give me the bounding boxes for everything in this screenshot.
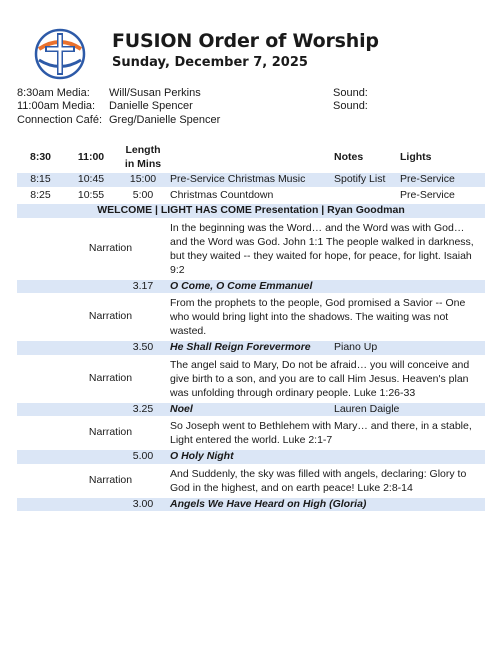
narration-text: From the prophets to the people, God promised a Savior -- One who would bring light into the shadows. The waiting was not wasted. xyxy=(170,297,466,337)
length: 5.00 xyxy=(118,450,168,464)
page-title: FUSION Order of Worship xyxy=(112,30,379,52)
service-date: Sunday, December 7, 2025 xyxy=(112,55,308,70)
length: 3.17 xyxy=(118,280,168,294)
lights: Pre-Service xyxy=(398,173,485,187)
notes xyxy=(332,189,398,203)
length: 3.00 xyxy=(118,498,168,512)
notes xyxy=(332,280,398,294)
notes xyxy=(332,450,398,464)
length: 3.50 xyxy=(118,341,168,355)
narration-row xyxy=(17,295,485,339)
notes: Spotify List xyxy=(332,173,398,187)
order-of-worship-table xyxy=(17,142,485,513)
item: Pre-Service Christmas Music xyxy=(168,173,332,187)
length: 3.25 xyxy=(118,403,168,417)
song-row xyxy=(17,280,485,294)
church-logo xyxy=(33,27,87,81)
welcome-row xyxy=(17,204,485,218)
col-notes: Notes xyxy=(334,150,364,163)
notes: Lauren Daigle xyxy=(332,403,485,417)
narration-text: So Joseph went to Bethlehem with Mary… and there, in a stable, Light entered the world. Luke 2:1-7 xyxy=(170,420,472,446)
lights: Pre-Service xyxy=(400,188,455,201)
col-830: 8:30 xyxy=(29,150,51,163)
media-value: Will/Susan Perkins xyxy=(109,87,201,99)
media-label: Connection Café: xyxy=(17,114,102,126)
song-title: Noel xyxy=(168,403,332,417)
col-1100: 11:00 xyxy=(77,150,105,163)
song-row xyxy=(17,450,485,464)
narration-text: And Suddenly, the sky was filled with angels, declaring: Glory to God in the highest, and on earth peace! Luke 2:8-14 xyxy=(170,467,467,494)
notes: Piano Up xyxy=(332,341,398,355)
table-row xyxy=(17,173,485,187)
sound-label: Sound: xyxy=(333,87,368,99)
song-title: Angels We Have Heard on High (Gloria) xyxy=(168,498,485,512)
narration-row xyxy=(17,220,485,278)
song-title: O Holy Night xyxy=(168,450,332,464)
media-label: 8:30am Media: xyxy=(17,87,90,99)
media-label: 11:00am Media: xyxy=(17,100,96,112)
time-1100: 10:45 xyxy=(64,173,118,187)
song-title: O Come, O Come Emmanuel xyxy=(168,280,332,294)
length: 5:00 xyxy=(132,188,154,201)
song-row xyxy=(17,341,485,355)
narration-row xyxy=(17,357,485,401)
welcome-heading: WELCOME | LIGHT HAS COME Presentation | Ryan Goodman xyxy=(17,204,485,218)
narration-row xyxy=(17,418,485,448)
time-830: 8:25 xyxy=(30,188,51,201)
col-lights: Lights xyxy=(400,150,432,163)
song-row xyxy=(17,498,485,512)
table-row xyxy=(17,189,485,203)
col-item xyxy=(168,144,332,171)
song-title: He Shall Reign Forevermore xyxy=(168,341,332,355)
media-value: Greg/Danielle Spencer xyxy=(109,114,221,126)
time-1100: 10:55 xyxy=(77,188,105,201)
narration-label: Narration xyxy=(88,426,133,439)
col-length: Length in Mins xyxy=(124,144,162,170)
narration-text: The angel said to Mary, Do not be afraid… you will conceive and give birth to a son, and you are to call Him Jesus. Heaven's plan was unfolding through ordinary people. Luke 1:26-33 xyxy=(170,358,470,399)
media-value: Danielle Spencer xyxy=(109,100,193,112)
narration-text: In the beginning was the Word… and the Word was with God… and the Word was God. John 1:1 The people walked in darkness, but they waited -- they waited for hope, for peace, for light. Isaiah 9:2 xyxy=(170,221,474,276)
table-header xyxy=(17,144,485,171)
time-830: 8:15 xyxy=(17,173,64,187)
narration-label: Narration xyxy=(88,241,133,254)
narration-label: Narration xyxy=(88,310,133,323)
length: 15:00 xyxy=(118,173,168,187)
narration-row xyxy=(17,466,485,496)
narration-label: Narration xyxy=(88,371,133,384)
narration-label: Narration xyxy=(88,473,133,486)
item: Christmas Countdown xyxy=(170,188,274,201)
song-row xyxy=(17,403,485,417)
sound-label: Sound: xyxy=(333,100,368,112)
